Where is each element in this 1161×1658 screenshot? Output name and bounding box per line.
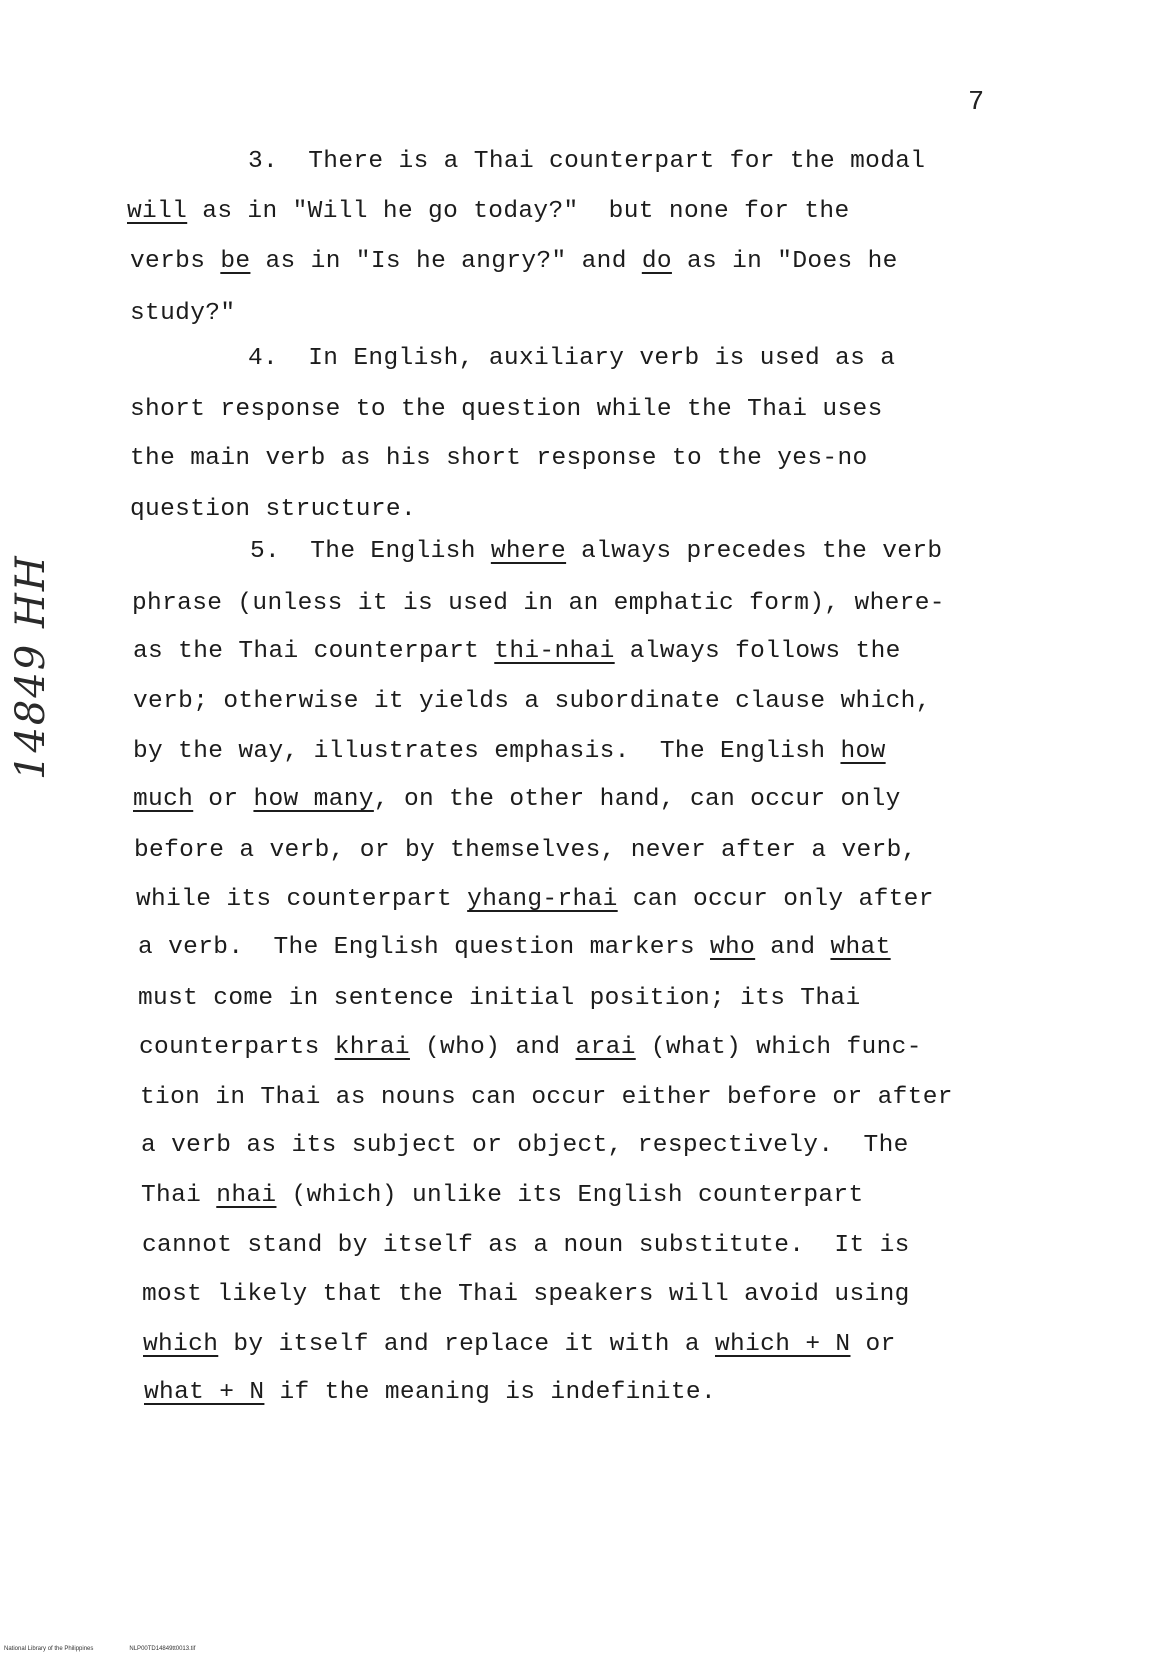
paragraph-5-line-6 [133,788,901,813]
paragraph-4-line-4: question structure. [130,496,416,523]
paragraph-3-line-4: study?" [130,300,236,327]
line-text: (who) and [409,1034,576,1061]
paragraph-5-line-11 [139,1036,922,1061]
line-text: (what) which func- [635,1034,922,1061]
paragraph-5-line-3 [133,640,901,665]
paragraph-5-line-13: a verb as its subject or object, respectively. The [141,1132,909,1159]
line-text: can occur only after [617,886,934,913]
line-text: , on the other hand, can occur only [373,786,901,813]
paragraph-5-line-2: phrase (unless it is used in an emphatic form), where- [132,590,945,617]
underlined-term: do [641,248,672,275]
underlined-term: be [220,248,251,275]
underlined-term: yhang-rhai [467,886,618,913]
line-text: (which) unlike its English counterpart [276,1182,864,1209]
paragraph-5-line-17 [143,1333,896,1358]
paragraph-3-line-2 [127,200,850,225]
paragraph-5-line-16: most likely that the Thai speakers will avoid using [142,1281,910,1308]
paragraph-5-line-14 [141,1184,864,1209]
paragraph-5-line-15: cannot stand by itself as a noun substitute. It is [142,1232,910,1259]
line-text: as in "Is he angry?" and [250,248,642,275]
line-text: always follows the [614,638,901,665]
line-text: or [850,1331,896,1358]
paragraph-5-line-1 [250,540,942,565]
line-text: Thai [141,1182,217,1209]
underlined-term: how [840,738,886,765]
paragraph-4-line-1: 4. In English, auxiliary verb is used as a [248,345,896,372]
underlined-term: much [133,786,194,813]
paragraph-5-line-18 [144,1381,716,1406]
paragraph-5-line-9 [138,936,891,961]
paragraph-3-line-3 [130,250,898,275]
underlined-term: who [710,934,756,961]
paragraph-5-line-7: before a verb, or by themselves, never after a verb, [134,837,917,864]
footer-library: National Library of the Philippines [4,1646,94,1652]
underlined-term: will [127,198,188,225]
underlined-term: which + N [715,1331,851,1358]
paragraph-5-line-4: verb; otherwise it yields a subordinate clause which, [133,688,931,715]
line-text: as the Thai counterpart [133,638,495,665]
scan-footer [4,1646,195,1652]
underlined-term: what [830,934,891,961]
line-text: a verb. The English question markers [138,934,710,961]
line-text: as in "Will he go today?" but none for the [187,198,850,225]
line-text: by itself and replace it with a [218,1331,715,1358]
underlined-term: thi-nhai [494,638,615,665]
paragraph-5-line-12: tion in Thai as nouns can occur either before or after [140,1084,953,1111]
handwritten-accession-number: 14849 HH [8,554,54,780]
line-text: verbs [130,248,221,275]
paragraph-3-line-1: 3. There is a Thai counterpart for the modal [248,148,926,175]
line-text: and [755,934,831,961]
line-text: counterparts [139,1034,335,1061]
paragraph-5-line-8 [136,888,934,913]
underlined-term: what + N [144,1379,265,1406]
line-text: if the meaning is indefinite. [264,1379,716,1406]
line-text: by the way, illustrates emphasis. The English [133,738,841,765]
line-text: as in "Does he [671,248,898,275]
underlined-term: where [490,538,567,565]
underlined-term: arai [575,1034,636,1061]
line-text: 5. The English [250,538,491,565]
underlined-term: how many [253,786,374,813]
paragraph-4-line-2: short response to the question while the Thai uses [130,396,883,423]
line-text: while its counterpart [136,886,468,913]
paragraph-5-line-5 [133,740,886,765]
page-number: 7 [968,88,985,118]
footer-filename: NLP00TD14849tt0013.tif [129,1646,196,1652]
paragraph-4-line-3: the main verb as his short response to the yes-no [130,445,868,472]
line-text: always precedes the verb [566,538,943,565]
paragraph-5-line-10: must come in sentence initial position; its Thai [138,985,861,1012]
line-text: or [193,786,254,813]
underlined-term: khrai [334,1034,410,1061]
underlined-term: nhai [216,1182,277,1209]
underlined-term: which [143,1331,219,1358]
